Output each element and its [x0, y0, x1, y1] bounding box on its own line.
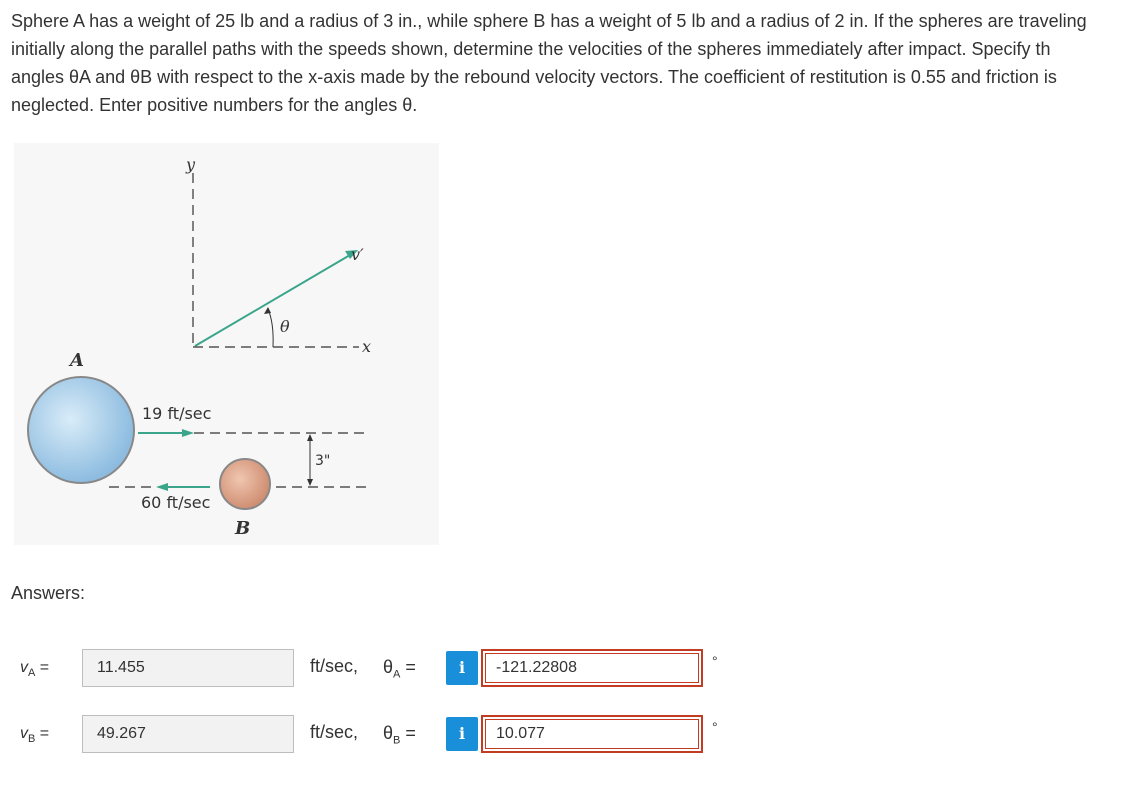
y-axis-label: y	[186, 155, 196, 174]
sphere-b	[220, 459, 270, 509]
degree-symbol: °	[712, 653, 718, 669]
sphere-a	[28, 377, 134, 483]
problem-figure	[14, 143, 439, 545]
x-axis-label: x	[362, 337, 372, 356]
offset-arrow-bottom	[307, 479, 313, 486]
problem-line: angles θA and θB with respect to the x-axis made by the rebound velocity vectors. The coefficient of restitution is 0.55 and friction is	[11, 67, 1057, 87]
speed-a-label: 19 ft/sec	[142, 404, 212, 423]
problem-line: neglected. Enter positive numbers for the angles θ.	[11, 95, 418, 115]
vb-unit: ft/sec,	[310, 722, 359, 742]
theta-arc	[268, 309, 273, 347]
info-icon[interactable]: i	[446, 717, 478, 751]
problem-line: Sphere A has a weight of 25 lb and a radius of 3 in., while sphere B has a weight of 5 lb and a radius of 2 in. If the spheres are traveling	[11, 11, 1087, 31]
theta-a-label: $\theta_A$ =	[383, 657, 416, 681]
speed-b-arrowhead	[156, 483, 168, 491]
offset-label: 3"	[315, 453, 331, 469]
vb-input[interactable]: 49.267	[82, 715, 294, 753]
theta-b-input[interactable]: 10.077	[481, 715, 703, 753]
theta-a-input[interactable]: -121.22808	[481, 649, 703, 687]
answers-heading: Answers:	[11, 583, 86, 603]
offset-arrow-top	[307, 434, 313, 441]
va-label: $v_A$ =	[20, 659, 50, 680]
theta-label: θ	[280, 317, 290, 336]
va-input[interactable]: 11.455	[82, 649, 294, 687]
problem-statement	[11, 7, 1146, 119]
degree-symbol: °	[712, 719, 718, 735]
sphere-a-label: A	[70, 350, 84, 371]
speed-b-label: 60 ft/sec	[141, 493, 211, 512]
sphere-b-label: B	[235, 518, 251, 539]
vb-label: $v_B$ =	[20, 725, 50, 746]
velocity-label: v′	[351, 245, 364, 264]
theta-b-label: $\theta_B$ =	[383, 723, 416, 747]
problem-line: initially along the parallel paths with the speeds shown, determine the velocities of the spheres immediately after impact. Specify th	[11, 39, 1051, 59]
speed-a-arrowhead	[182, 429, 194, 437]
va-unit: ft/sec,	[310, 656, 359, 676]
info-icon[interactable]: i	[446, 651, 478, 685]
theta-arc-arrowhead	[264, 307, 271, 314]
